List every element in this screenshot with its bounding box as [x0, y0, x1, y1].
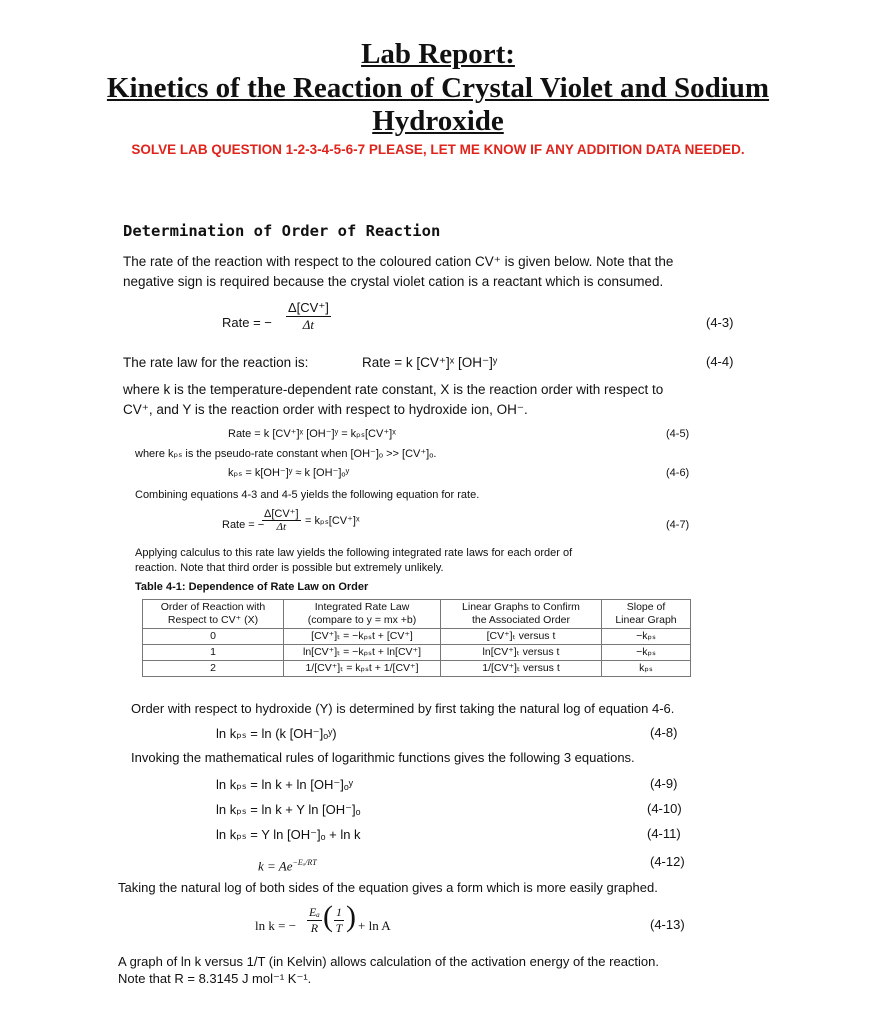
eq47-fraction — [262, 507, 301, 533]
table-row — [143, 661, 691, 677]
eq43-number: (4-3) — [706, 315, 734, 330]
table-cell: −kₚₛ — [602, 645, 691, 661]
table-header-cell: Linear Graphs to Confirm the Associated Order — [441, 600, 602, 629]
table-cell: −kₚₛ — [602, 629, 691, 645]
para1-line1: The rate of the reaction with respect to the coloured cation CV⁺ is given below. Note that the — [123, 254, 674, 269]
eq411-number: (4-11) — [647, 826, 681, 841]
order-hydroxide-text: Order with respect to hydroxide (Y) is determined by first taking the natural log of equation 4-6. — [131, 701, 675, 716]
eq410-number: (4-10) — [647, 801, 682, 816]
table-header-cell: Slope of Linear Graph — [602, 600, 691, 629]
final-line1: A graph of ln k versus 1/T (in Kelvin) allows calculation of the activation energy of the reaction. — [118, 954, 659, 969]
report-title-line1: Lab Report: — [361, 38, 515, 70]
para1-line2: negative sign is required because the crystal violet cation is a reactant which is consumed. — [123, 274, 664, 289]
eq413-paren-fraction — [334, 905, 344, 936]
section-heading: Determination of Order of Reaction — [123, 222, 441, 240]
table-cell: 1/[CV⁺]ₜ versus t — [441, 661, 602, 677]
pseudo-rate-text: where kₚₛ is the pseudo-rate constant when [OH⁻]ₒ >> [CV⁺]ₒ. — [135, 448, 437, 460]
final-line2: Note that R = 8.3145 J mol⁻¹ K⁻¹. — [118, 971, 312, 986]
table-caption: Table 4-1: Dependence of Rate Law on Order — [135, 581, 369, 593]
eq46: kₚₛ = k[OH⁻]ʸ ≈ k [OH⁻]ₒʸ — [228, 467, 350, 479]
eq43-lhs: Rate = − — [222, 315, 272, 330]
eq45-number: (4-5) — [666, 428, 690, 440]
eq47-numerator: Δ[CV⁺] — [264, 508, 299, 520]
table-header-row — [143, 600, 691, 629]
eq413-lhs: ln k = − — [255, 918, 297, 933]
eq45: Rate = k [CV⁺]ˣ [OH⁻]ʸ = kₚₛ[CV⁺]ˣ — [228, 428, 396, 440]
eq413-number: (4-13) — [650, 917, 685, 932]
rate-law-label: The rate law for the reaction is: — [123, 355, 309, 370]
table-cell: 0 — [143, 629, 284, 645]
eq49: ln kₚₛ = ln k + ln [OH⁻]ₒʸ — [216, 777, 353, 792]
eq412-number: (4-12) — [650, 854, 685, 869]
table-header-cell: Integrated Rate Law (compare to y = mx +b) — [284, 600, 441, 629]
eq48-number: (4-8) — [650, 725, 678, 740]
eq43-fraction — [286, 300, 331, 333]
eq47-number: (4-7) — [666, 519, 690, 531]
eq43-numerator: Δ[CV⁺] — [288, 300, 329, 315]
eq410: ln kₚₛ = ln k + Y ln [OH⁻]ₒ — [216, 802, 361, 817]
table-row — [143, 645, 691, 661]
table-cell: ln[CV⁺]ₜ versus t — [441, 645, 602, 661]
rate-law-table — [142, 599, 691, 677]
eq411: ln kₚₛ = Y ln [OH⁻]ₒ + ln k — [216, 827, 361, 842]
calculus-line1: Applying calculus to this rate law yields the following integrated rate laws for each order of — [135, 547, 573, 559]
para2-line1: where k is the temperature-dependent rate constant, X is the reaction order with respect to — [123, 382, 664, 397]
eq412 — [258, 853, 317, 875]
eq413-open-paren: ( — [323, 900, 333, 933]
table-cell: kₚₛ — [602, 661, 691, 677]
eq413-denominator: R — [310, 921, 319, 935]
table-cell: 1/[CV⁺]ₜ = kₚₛt + 1/[CV⁺] — [284, 661, 441, 677]
eq413-close-paren: ) — [346, 900, 356, 933]
calculus-line2: reaction. Note that third order is possible but extremely unlikely. — [135, 562, 444, 574]
report-title-line2: Kinetics of the Reaction of Crystal Violet and Sodium — [106, 72, 770, 104]
table-cell: ln[CV⁺]ₜ = −kₚₛt + ln[CV⁺] — [284, 645, 441, 661]
eq47-lhs: Rate = − — [222, 519, 265, 531]
table-cell: [CV⁺]ₜ versus t — [441, 629, 602, 645]
eq413-paren-numerator: 1 — [336, 905, 342, 919]
report-title-line3: Hydroxide — [372, 105, 504, 137]
table-cell: [CV⁺]ₜ = −kₚₛt + [CV⁺] — [284, 629, 441, 645]
eq413-paren-denominator: T — [335, 921, 343, 935]
para2-line2: CV⁺, and Y is the reaction order with respect to hydroxide ion, OH⁻. — [123, 402, 528, 417]
eq47-denominator: Δt — [276, 521, 287, 533]
table-cell: 1 — [143, 645, 284, 661]
table-row — [143, 629, 691, 645]
eq412-base: k = Ae — [258, 858, 293, 874]
instruction-text: SOLVE LAB QUESTION 1-2-3-4-5-6-7 PLEASE, LET ME KNOW IF ANY ADDITION DATA NEEDED. — [131, 142, 745, 157]
eq413-rhs: + ln A — [358, 918, 391, 933]
eq44-number: (4-4) — [706, 354, 734, 369]
eq413-numerator: Eₐ — [309, 905, 320, 919]
eq47-rhs: = kₚₛ[CV⁺]ˣ — [305, 515, 360, 527]
invoking-text: Invoking the mathematical rules of logarithmic functions gives the following 3 equations. — [131, 750, 635, 765]
eq413-fraction — [307, 905, 322, 936]
eq46-number: (4-6) — [666, 467, 690, 479]
eq43-denominator: Δt — [302, 317, 315, 332]
table-cell: 2 — [143, 661, 284, 677]
eq44: Rate = k [CV⁺]ˣ [OH⁻]ʸ — [362, 355, 498, 370]
taking-log-text: Taking the natural log of both sides of the equation gives a form which is more easily graphed. — [118, 880, 658, 895]
table-header-cell: Order of Reaction with Respect to CV⁺ (X) — [143, 600, 284, 629]
eq49-number: (4-9) — [650, 776, 678, 791]
combining-text: Combining equations 4-3 and 4-5 yields the following equation for rate. — [135, 489, 480, 501]
eq48: ln kₚₛ = ln (k [OH⁻]ₒʸ) — [216, 726, 337, 741]
eq412-exponent: −Eₐ/RT — [292, 858, 317, 867]
